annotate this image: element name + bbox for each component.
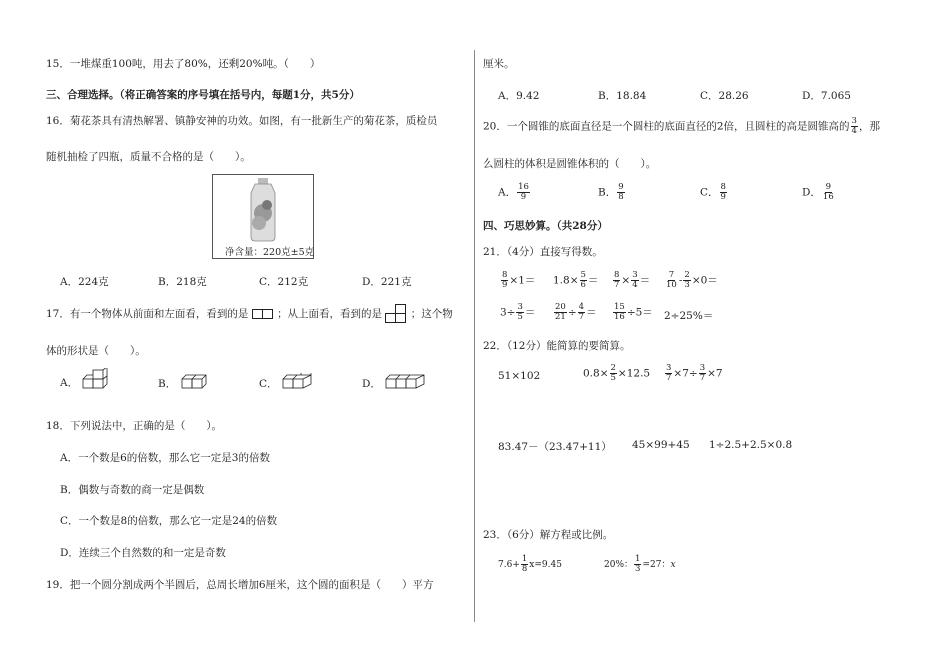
q21-expr-1: $\frac{8}{9}$ ×1＝ [502, 270, 536, 290]
q22-expr-6: 1÷2.5+2.5×0.8 [709, 439, 793, 451]
q17-option-d [362, 373, 428, 391]
q17-text-2: ；从上面看，看到的是 [277, 308, 383, 320]
q17-line2: 体的形状是（ ）。 [46, 345, 146, 357]
q17-text-1: 17．有一个物体从前面和左面看，看到的是 [46, 308, 249, 320]
q19-option-c: C．28.26 [700, 90, 749, 102]
q21-expr-6: $\frac{20}{21}$ ÷ $\frac{4}{7}$ ＝ [555, 302, 597, 322]
q22-expr-2: 0.8× $\frac{2}{5}$ ×12.5 [583, 363, 651, 383]
q20-fraction: $\frac{3}{4}$ [851, 116, 857, 136]
q20-text-1: 20．一个圆锥的底面直径是一个圆柱的底面直径的2倍，且圆柱的高是圆锥高的 [483, 120, 850, 133]
cube-stack-a-icon [81, 368, 111, 390]
q17-option-b [158, 373, 210, 391]
cube-stack-b-icon [180, 373, 210, 391]
q17-option-a-label: A． [60, 377, 79, 389]
q16-caption: 净含量：220克±5克 [225, 247, 315, 258]
q17-option-b-label: B． [158, 378, 177, 390]
q16-line2: 随机抽检了四瓶，质量不合格的是（ ）。 [46, 151, 251, 163]
q19-continued: 厘米。 [483, 58, 515, 70]
q18-option-b: B．偶数与奇数的商一定是偶数 [60, 484, 205, 496]
q18-option-a: A．一个数是6的倍数，那么它一定是3的倍数 [60, 452, 270, 464]
q20-option-a: A． $\frac{16}{9}$ [498, 182, 529, 202]
q17-line1 [46, 304, 453, 324]
q21-expr-4: $\frac{7}{10}$ - $\frac{2}{3}$ ×0＝ [666, 270, 718, 290]
q17-text-3: ；这个物 [410, 308, 453, 320]
q17-option-a [60, 368, 111, 390]
q16-option-a: A．224克 [60, 276, 109, 288]
q17-option-c-label: C． [259, 378, 278, 390]
q21-expr-2: 1.8× $\frac{5}{6}$ ＝ [553, 270, 599, 290]
q20-text-2: ，那 [858, 120, 880, 133]
q22-expr-5: 45×99+45 [632, 439, 690, 451]
two-square-view-icon [252, 309, 274, 319]
q18: 18．下列说法中，正确的是（ ）。 [46, 420, 223, 432]
q21: 21．（4分）直接写得数。 [483, 246, 603, 258]
q22-expr-3: $\frac{3}{7}$ ×7÷ $\frac{3}{7}$ ×7 [666, 363, 723, 383]
q18-option-c: C．一个数是8的倍数，那么它一定是24的倍数 [60, 515, 278, 527]
q16-option-b: B．218克 [158, 276, 207, 288]
q16-line1: 16．菊花茶具有清热解署、镇静安神的功效。如图，有一批新生产的菊花茶，质检员 [46, 115, 438, 127]
cube-stack-c-icon [281, 373, 315, 391]
q23: 23．（6分）解方程或比例。 [483, 529, 614, 541]
tea-bottle-image [212, 174, 314, 259]
q20-option-d: D． $\frac{9}{16}$ [802, 182, 834, 202]
q22-expr-1: 51×102 [498, 370, 541, 382]
q15: 15．一堆煤重100吨，用去了80%，还剩20%吨。（ ） [46, 58, 321, 70]
q20-option-c: C． $\frac{8}{9}$ [700, 182, 726, 202]
section3-heading: 三、合理选择。（将正确答案的序号填在括号内，每题1分，共5分） [46, 89, 360, 101]
section4-heading: 四、巧思妙算。（共28分） [483, 220, 608, 232]
q20-option-b: B． $\frac{9}{8}$ [598, 182, 624, 202]
q22-expr-4: 83.47－（23.47+11） [498, 441, 612, 453]
q21-expr-7: $\frac{15}{16}$ ÷5＝ [614, 302, 653, 322]
q23-equation-2: 20%： $\frac{1}{3}$ =27：x [604, 554, 676, 574]
q21-expr-3: $\frac{8}{7}$ × $\frac{3}{4}$ ＝ [614, 270, 651, 290]
q19-option-a: A．9.42 [498, 90, 540, 102]
q19-option-b: B．18.84 [598, 90, 647, 102]
q16-option-d: D．221克 [362, 276, 412, 288]
q19: 19．把一个圆分割成两个半圆后，总周长增加6厘米，这个圆的面积是（ ）平方 [46, 579, 434, 591]
q20-line1 [483, 117, 880, 136]
q22: 22．（12分）能简算的要简算。 [483, 340, 631, 352]
column-divider [474, 50, 475, 622]
q17-option-c [259, 373, 315, 391]
q23-equation-1: 7.6+ $\frac{1}{8}$ x=9.45 [498, 554, 562, 574]
q21-expr-8: 2÷25%＝ [664, 310, 714, 322]
q20-line2: 么圆柱的体积是圆锥体积的（ ）。 [483, 158, 657, 170]
q21-expr-5: 3÷ $\frac{3}{5}$ ＝ [500, 302, 536, 322]
q18-option-d: D．连续三个自然数的和一定是奇数 [60, 547, 226, 559]
l-shape-view-icon [385, 304, 407, 324]
cube-stack-d-icon [384, 373, 428, 391]
q16-option-c: C．212克 [259, 276, 309, 288]
q17-option-d-label: D． [362, 378, 381, 390]
q19-option-d: D．7.065 [802, 90, 851, 102]
